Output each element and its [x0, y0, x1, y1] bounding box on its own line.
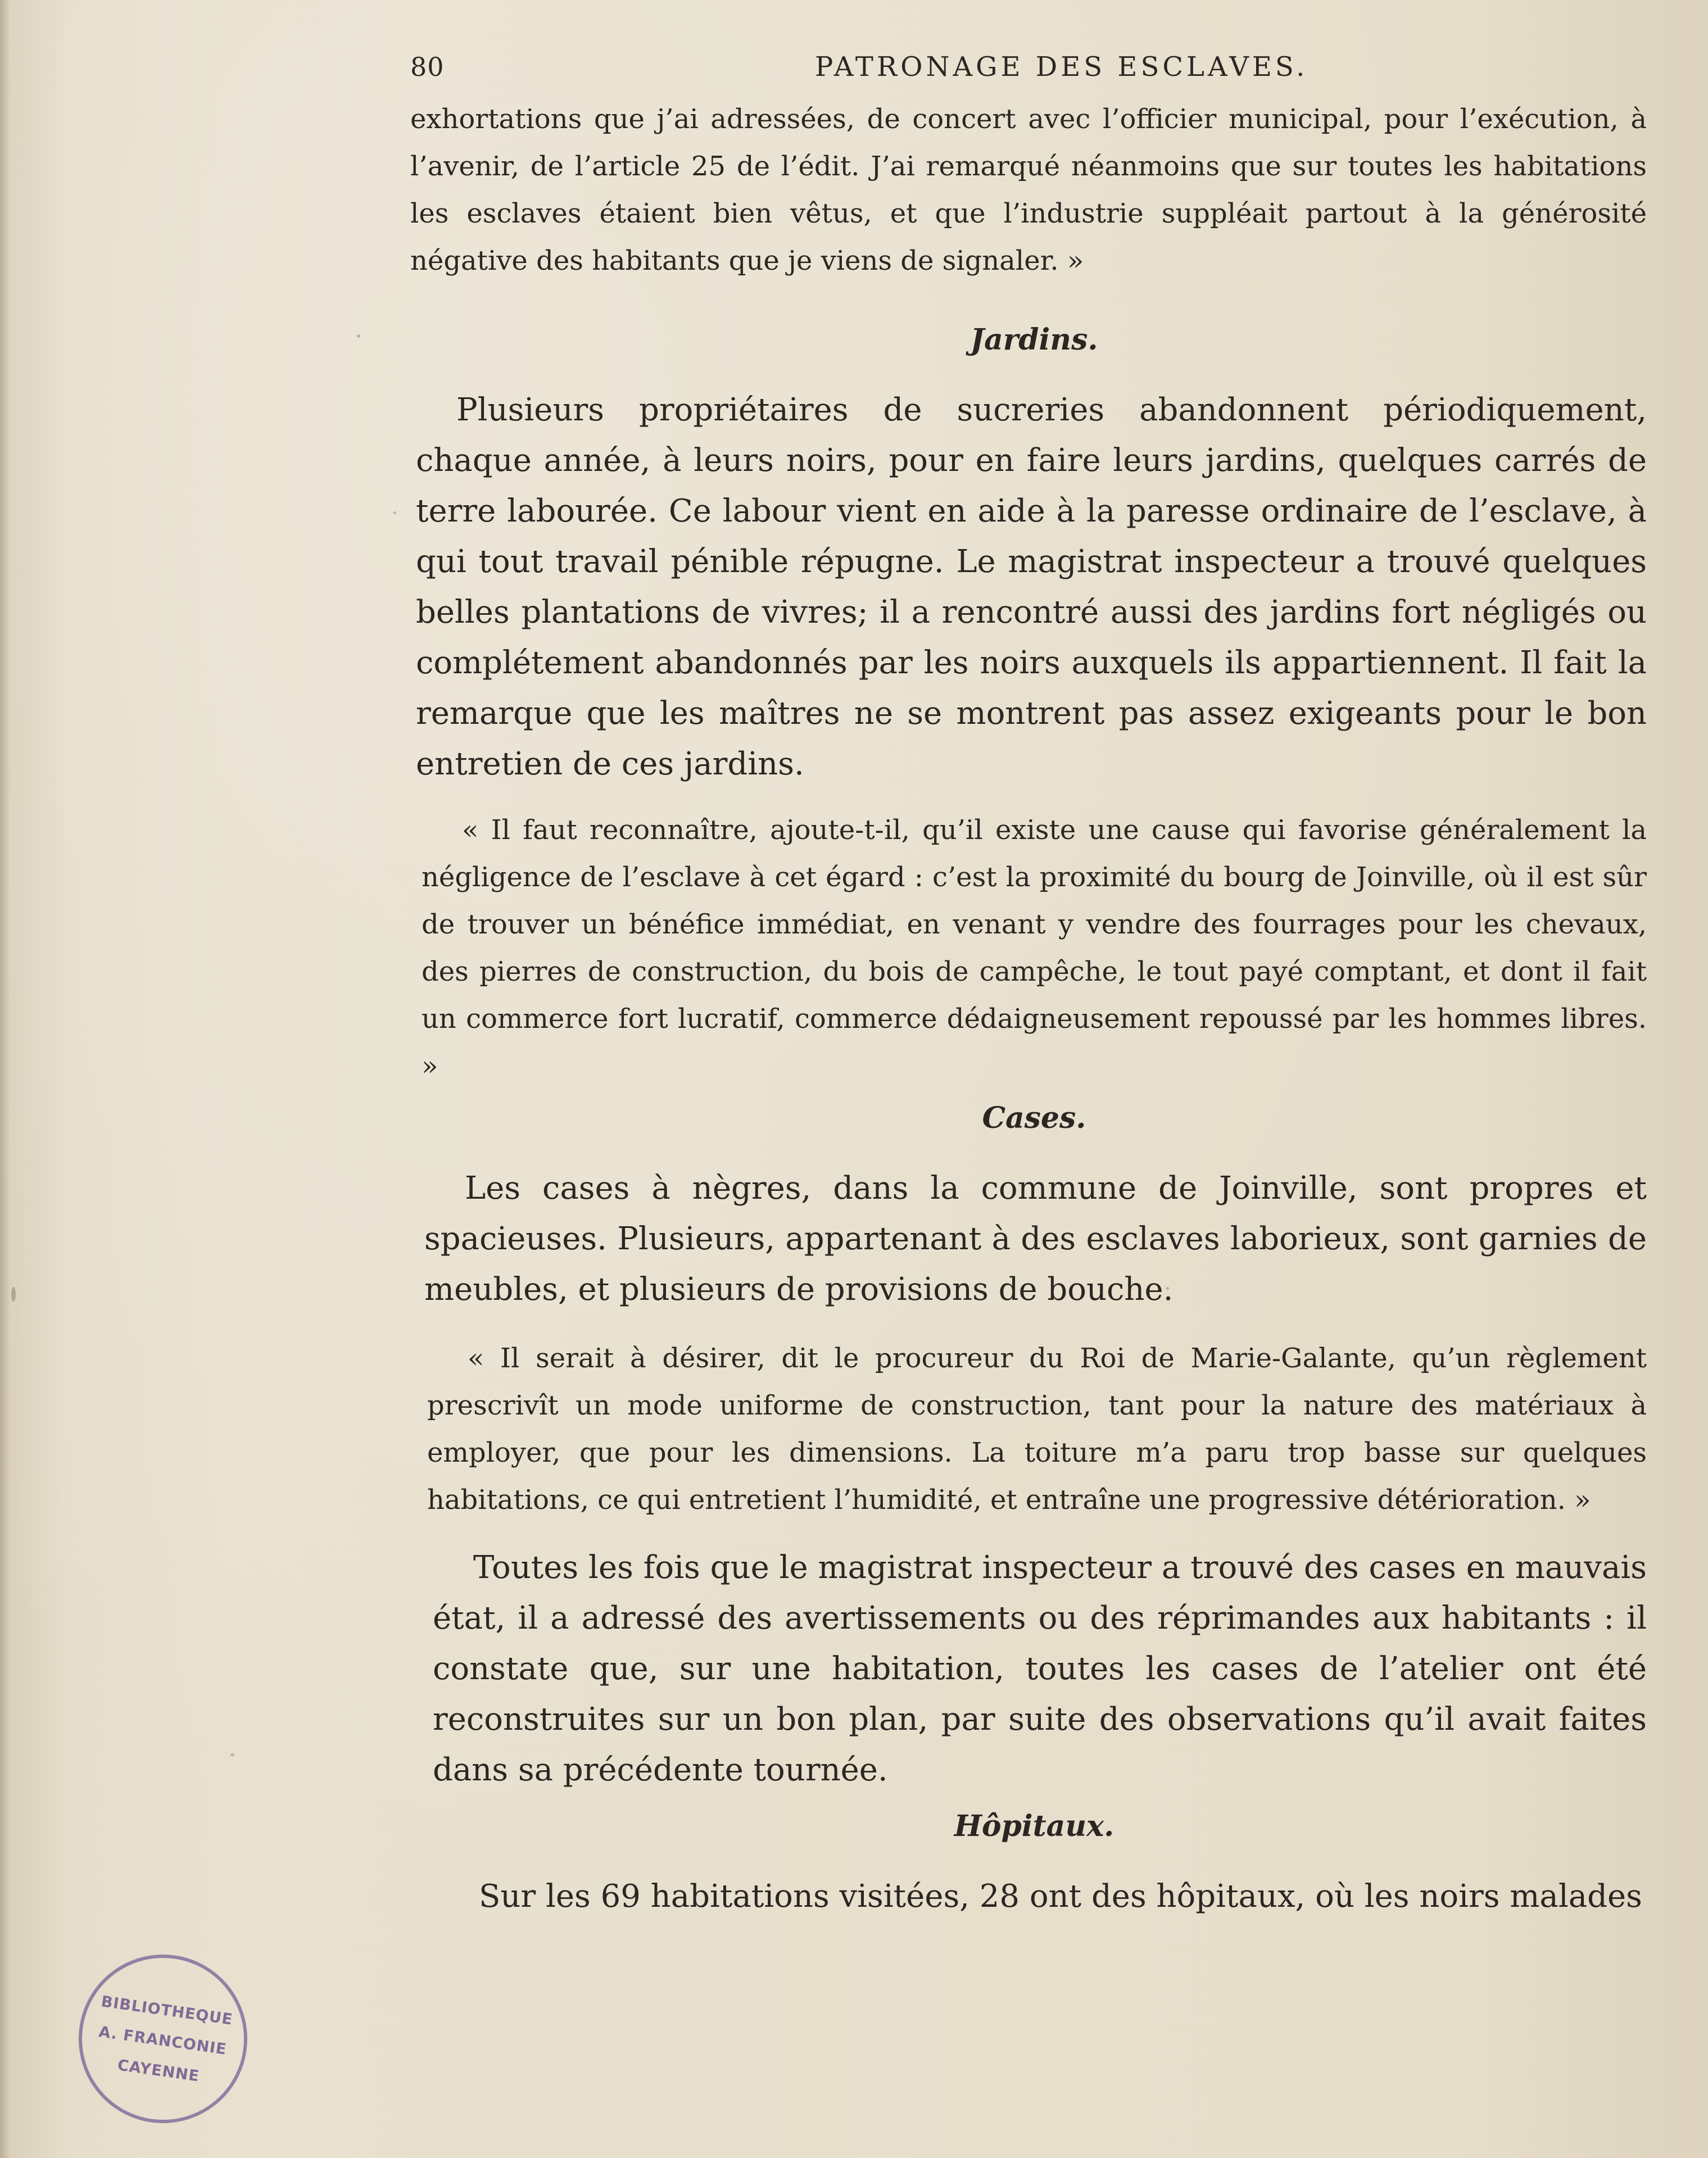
- paper-speck: [11, 1287, 16, 1302]
- paragraph-hopitaux: Sur les 69 habitations visitées, 28 ont des hôpitaux, où les noirs malades: [479, 1878, 1642, 1915]
- paper-speck: [1166, 1287, 1169, 1290]
- running-title: PATRONAGE DES ESCLAVES.: [815, 51, 1308, 83]
- paragraph-exhortations: exhortations que j’ai adressées, de concert avec l’officier municipal, pour l’exécution, à l’avenir, de l’article 25 de l’édit. J’ai remarqué néanmoins que sur toutes les habitations les esclaves étaient bien vêtus, et que l’industrie suppléait partout à la générosité négative des habitants que je viens de signaler. »: [410, 103, 1647, 276]
- stamp-line-1: BIBLIOTHEQUE: [99, 1993, 234, 2029]
- page-left-edge: [0, 0, 10, 2158]
- heading-cases: Cases.: [982, 1101, 1086, 1135]
- paper-speck: [393, 511, 396, 514]
- library-stamp: [68, 1944, 259, 2134]
- heading-hopitaux: Hôpitaux.: [954, 1809, 1114, 1843]
- page-header: [410, 47, 1310, 87]
- paragraph-reprimandes: Toutes les fois que le magistrat inspecteur a trouvé des cases en mauvais état, il a adressé des avertissements ou des réprimandes aux habitants : il constate que, sur une habitation, toutes les cases de l’atelier ont été reconstruites sur un bon plan, par suite des observations qu’il avait faites dans sa précédente tournée.: [433, 1549, 1647, 1788]
- paper-speck: [230, 1753, 234, 1756]
- quote-joinville: « Il faut reconnaître, ajoute-t-il, qu’il existe une cause qui favorise généralement la négligence de l’esclave à cet égard : c’est la proximité du bourg de Joinville, où il est sûr de trouver un bénéfice immédiat, en venant y vendre des fourrages pour les chevaux, des pierres de construction, du bois de campêche, le tout payé comptant, et dont il fait un commerce fort lucratif, commerce dédaigneusement repoussé par les hommes libres. »: [422, 814, 1647, 1082]
- paragraph-cases: Les cases à nègres, dans la commune de Joinville, sont propres et spacieuses. Plusieurs, appartenant à des esclaves laborieux, sont garnies de meubles, et plusieurs de provisions de bouche.: [424, 1170, 1647, 1308]
- page-number: 80: [410, 52, 445, 82]
- stamp-line-3: CAYENNE: [116, 2056, 201, 2086]
- stamp-line-2: A. FRANCONIE: [97, 2023, 228, 2059]
- quote-procureur: « Il serait à désirer, dit le procureur du Roi de Marie-Galante, qu’un règlement prescrivît un mode uniforme de construction, tant pour la nature des matériaux à employer, que pour les dimensions. La toiture m’a paru trop basse sur quelques habitations, ce qui entretient l’humidité, et entraîne une progressive détérioration. »: [427, 1343, 1647, 1516]
- paragraph-jardins: Plusieurs propriétaires de sucreries abandonnent périodiquement, chaque année, à leurs noirs, pour en faire leurs jardins, quelques carrés de terre labourée. Ce labour vient en aide à la paresse ordinaire de l’esclave, à qui tout travail pénible répugne. Le magistrat inspecteur a trouvé quelques belles plantations de vivres; il a rencontré aussi des jardins fort négligés ou complétement abandonnés par les noirs auxquels ils appartiennent. Il fait la remarque que les maîtres ne se montrent pas assez exigeants pour le bon entretien de ces jardins.: [416, 392, 1647, 782]
- heading-jardins: Jardins.: [970, 323, 1098, 357]
- paper-speck: [357, 334, 360, 338]
